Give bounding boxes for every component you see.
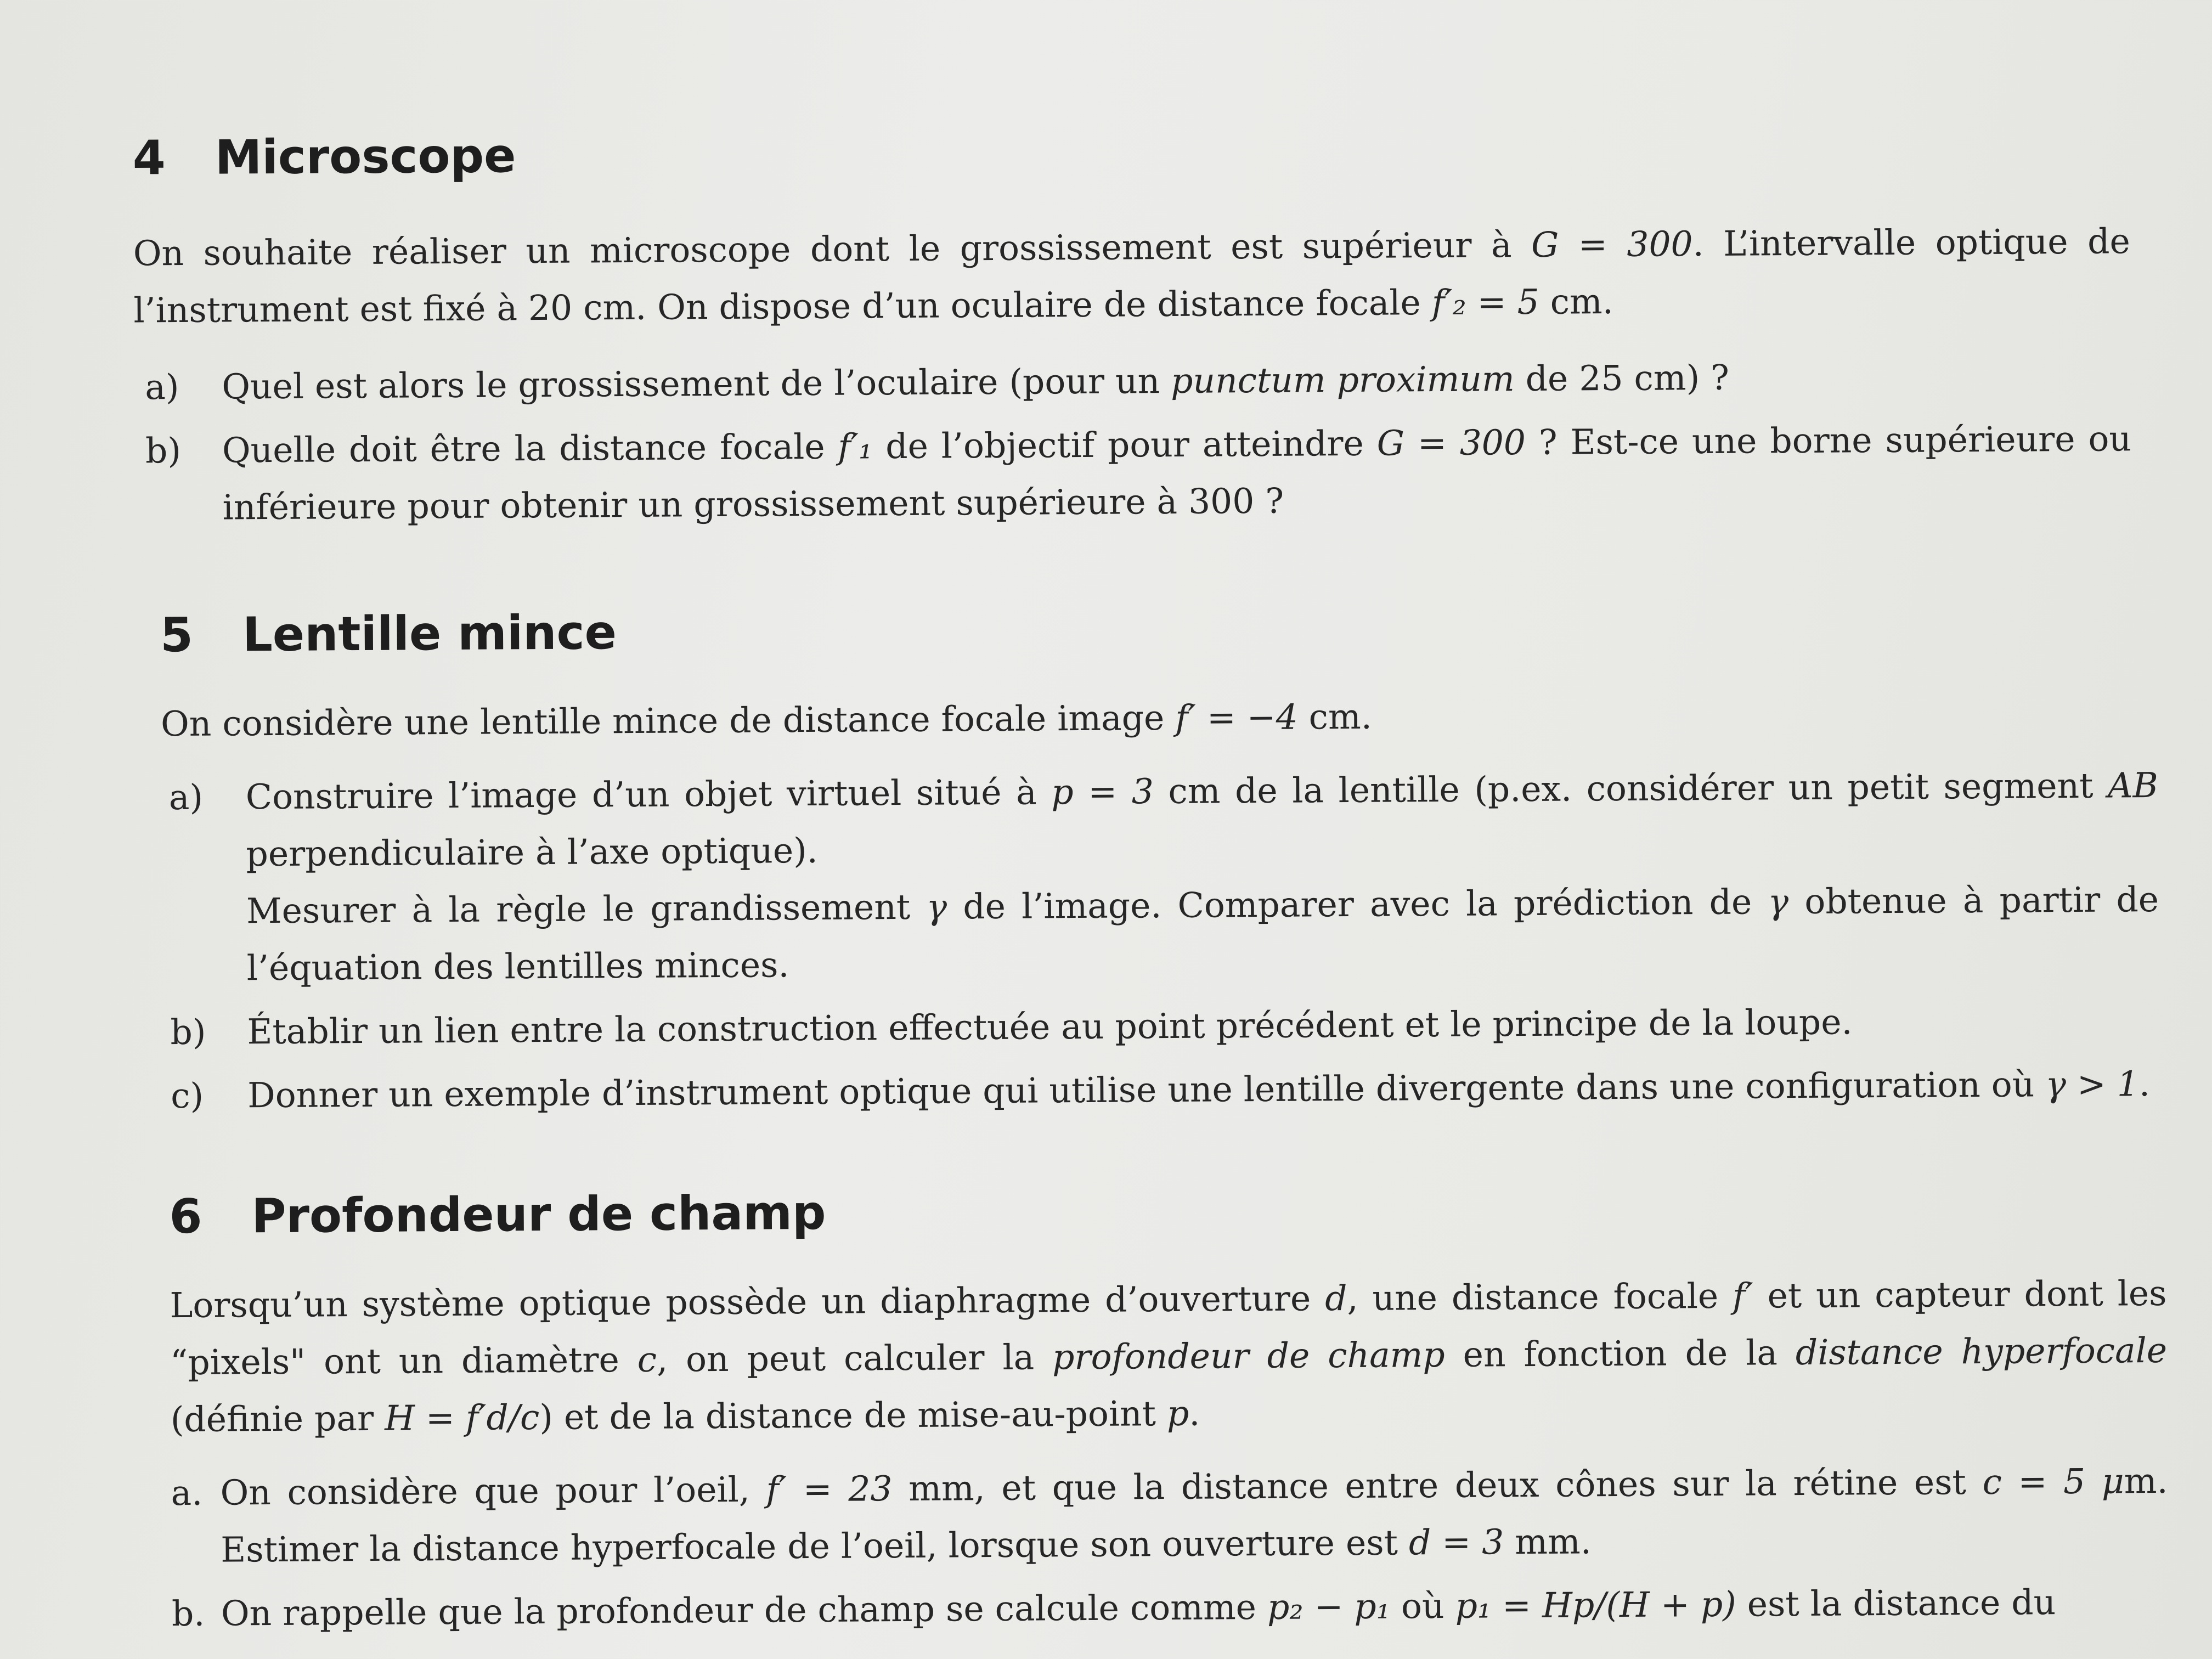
section-number: 6 bbox=[169, 1189, 202, 1245]
section-title: Microscope bbox=[215, 128, 516, 185]
math-expression: γ > 1 bbox=[2045, 1064, 2140, 1105]
section-heading bbox=[169, 1177, 2166, 1244]
section-intro bbox=[133, 213, 2131, 339]
math-expression: c = 5 μ bbox=[1982, 1461, 2125, 1502]
math-expression: f′ bbox=[1732, 1276, 1753, 1316]
question-list bbox=[145, 347, 2132, 537]
text-run: Quelle doit être la distance focale bbox=[222, 426, 838, 471]
text-run: est la distance du bbox=[1736, 1582, 2056, 1624]
text-run: perpendiculaire à l’axe optique). bbox=[246, 830, 818, 874]
item-text: Établir un lien entre la construction effectuée au point précédent et le principe de la loupe. bbox=[247, 1002, 1853, 1052]
section-heading bbox=[160, 596, 2158, 663]
math-expression: f′ = −4 bbox=[1175, 697, 1298, 738]
text-run: . L’intervalle optique de l’instrument est fixé à 20 cm. On dispose d’un oculaire de distance focale bbox=[133, 221, 2130, 331]
question-item bbox=[145, 410, 2132, 537]
math-expression: d = 3 bbox=[1408, 1522, 1504, 1563]
text-run: , on peut calculer la bbox=[656, 1337, 1053, 1380]
text-run: cm. bbox=[1539, 281, 1613, 322]
math-expression: f′₁ bbox=[838, 426, 873, 467]
text-run: . bbox=[1189, 1393, 1200, 1434]
item-marker: b. bbox=[171, 1593, 205, 1634]
text-run: de l’image. Comparer avec la prédiction de bbox=[946, 882, 1768, 927]
question-item bbox=[169, 757, 2159, 997]
text-run: où bbox=[1390, 1585, 1455, 1627]
item-marker: b) bbox=[170, 1012, 206, 1053]
question-list bbox=[169, 757, 2160, 1125]
italic-term: distance hyperfocale bbox=[1795, 1330, 2168, 1373]
text-run: et un capteur dont les “pixels" ont un diamètre bbox=[170, 1273, 2167, 1383]
italic-term: profondeur de champ bbox=[1052, 1334, 1445, 1378]
math-expression: p bbox=[1166, 1393, 1189, 1434]
text-run: obtenue à partir de l’équation des lentilles minces. bbox=[246, 879, 2159, 989]
math-expression: f′₂ = 5 bbox=[1431, 281, 1539, 323]
question-item bbox=[145, 347, 2131, 416]
math-expression: f′ = 23 bbox=[766, 1469, 893, 1510]
math-expression: H = f′d/c bbox=[384, 1397, 540, 1438]
text-run: On rappelle que la profondeur de champ se calcule comme bbox=[221, 1587, 1268, 1634]
text-run: mm, et que la distance entre deux cônes sur la rétine est bbox=[892, 1462, 1983, 1509]
math-expression: p = 3 bbox=[1051, 771, 1154, 812]
item-marker: b) bbox=[145, 431, 182, 471]
section-intro bbox=[170, 1265, 2168, 1448]
text-run: cm de la lentille (p.ex. considérer un petit segment bbox=[1153, 765, 2108, 812]
math-expression: p₂ − p₁ bbox=[1267, 1586, 1391, 1627]
italic-term: punctum proximum bbox=[1170, 359, 1515, 401]
text-run: On souhaite réaliser un microscope dont le grossissement est supérieur à bbox=[133, 224, 1532, 274]
question-item bbox=[172, 1573, 2169, 1643]
item-marker: a) bbox=[168, 777, 204, 818]
text-run: cm. bbox=[1297, 696, 1372, 737]
section-title: Lentille mince bbox=[242, 605, 617, 663]
item-marker: c) bbox=[170, 1075, 204, 1116]
text-run: Construire l’image d’un objet virtuel situé à bbox=[245, 772, 1052, 817]
math-expression: d bbox=[1324, 1278, 1347, 1319]
text-run: de l’objectif pour atteindre bbox=[872, 423, 1377, 467]
math-expression: G = 300 bbox=[1531, 224, 1693, 265]
text-run: , une distance focale bbox=[1347, 1276, 1733, 1319]
question-item bbox=[171, 1056, 2160, 1125]
section-number: 5 bbox=[160, 607, 194, 663]
section-intro bbox=[161, 684, 2158, 753]
section-number: 4 bbox=[132, 131, 166, 186]
text-run: Mesurer à la règle le grandissement bbox=[246, 887, 927, 932]
section-profondeur-de-champ bbox=[169, 1177, 2169, 1643]
section-lentille-mince bbox=[160, 596, 2160, 1125]
text-run: On considère que pour l’oeil, bbox=[220, 1469, 766, 1513]
math-expression: p₁ = Hp/(H + p) bbox=[1455, 1584, 1736, 1626]
text-run: (définie par bbox=[170, 1398, 385, 1440]
question-item bbox=[170, 992, 2160, 1061]
text-run: Lorsqu’un système optique possède un diaphragme d’ouverture bbox=[170, 1278, 1325, 1326]
item-marker: a) bbox=[145, 367, 179, 408]
text-run: en fonction de la bbox=[1444, 1333, 1796, 1375]
text-run: Quel est alors le grossissement de l’oculaire (pour un bbox=[222, 360, 1171, 407]
text-run: . bbox=[2138, 1064, 2151, 1104]
math-expression: c bbox=[637, 1339, 657, 1380]
section-microscope bbox=[132, 119, 2131, 537]
math-expression: γ bbox=[926, 887, 947, 927]
section-title: Profondeur de champ bbox=[251, 1185, 826, 1244]
question-item bbox=[171, 1453, 2168, 1579]
text-run: ) et de la distance de mise-au-point bbox=[539, 1393, 1167, 1438]
section-heading bbox=[132, 119, 2130, 185]
text-run: Donner un exemple d’instrument optique qui utilise une lentille divergente dans une configuration où bbox=[247, 1064, 2046, 1116]
math-expression: AB bbox=[2107, 765, 2159, 806]
text-run: ? Est-ce une borne supérieure ou inférieure pour obtenir un grossissement supérieure à 300 ? bbox=[222, 419, 2132, 528]
text-run: de 25 cm) ? bbox=[1514, 357, 1730, 399]
text-run: mm. bbox=[1503, 1521, 1592, 1562]
text-run: m. Estimer la distance hyperfocale de l’oeil, lorsque son ouverture est bbox=[221, 1460, 2168, 1570]
text-run: On considère une lentille mince de distance focale image bbox=[160, 697, 1176, 744]
math-expression: γ bbox=[1768, 882, 1789, 922]
question-list bbox=[171, 1453, 2169, 1643]
math-expression: G = 300 bbox=[1376, 422, 1526, 464]
item-marker: a. bbox=[171, 1472, 203, 1514]
